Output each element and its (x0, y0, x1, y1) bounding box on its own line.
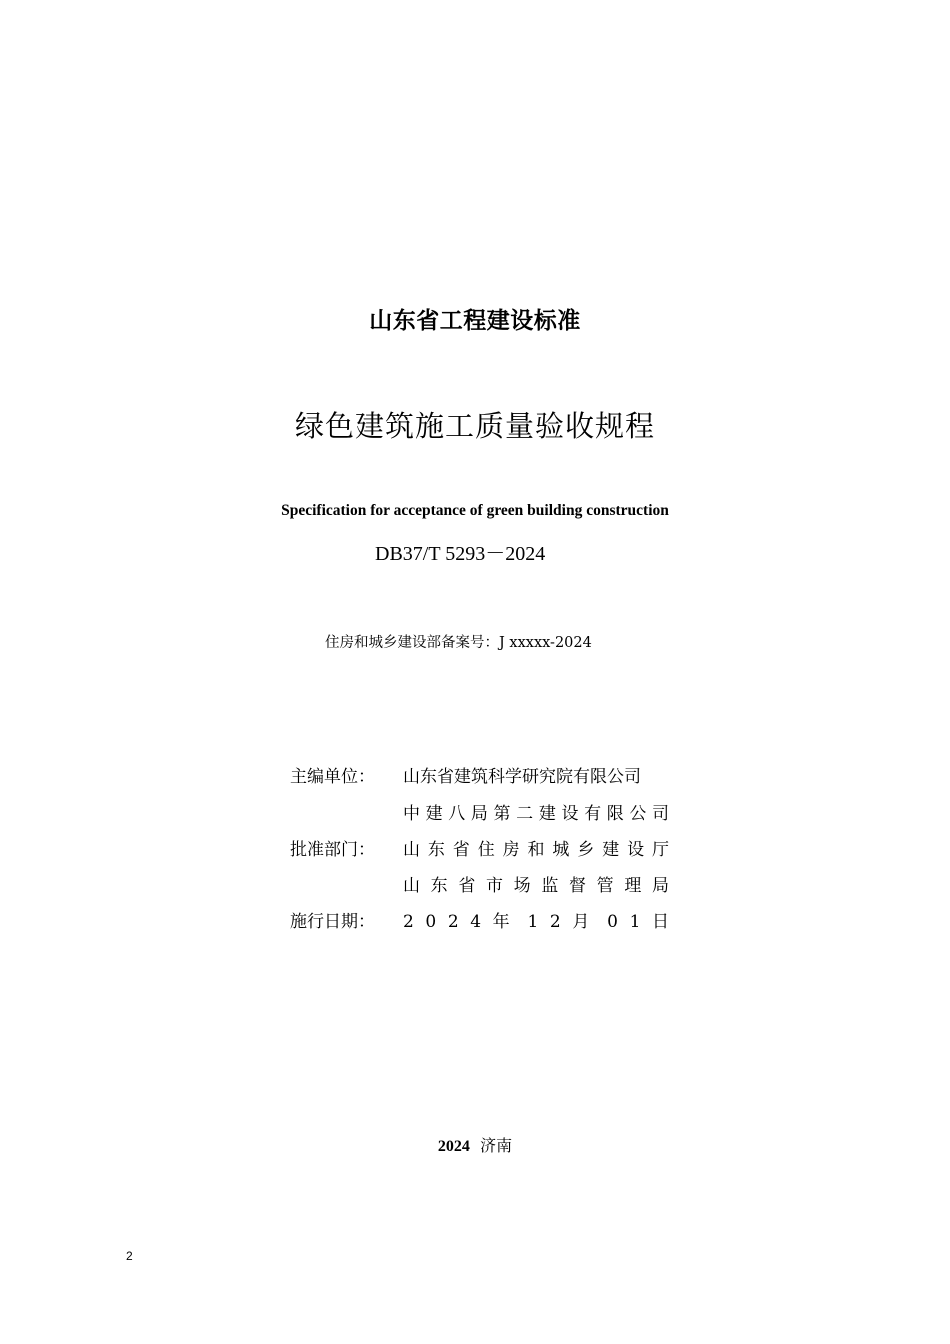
effective-date-row (290, 907, 690, 931)
approver-dept-1: 山东省住房和城乡建设厅 (403, 840, 669, 860)
approver-label: 批准部门： (290, 840, 375, 860)
effective-date-value: 2 0 2 4 年 1 2 月 0 1 日 (403, 912, 669, 932)
publication-year: 2024 (437, 1138, 470, 1155)
effective-date-label: 施行日期： (290, 912, 375, 932)
record-number: 住房和城乡建设部备案号：J xxxxx-2024 (325, 635, 592, 651)
editor-row-1 (290, 762, 690, 786)
editor-row-2 (290, 799, 690, 823)
document-title-zh: 绿色建筑施工质量验收规程 (294, 409, 655, 443)
editor-unit-1: 山东省建筑科学研究院有限公司 (403, 767, 641, 787)
approver-dept-2: 山东省市场监督管理局 (403, 876, 669, 896)
standard-number: DB37/T 5293－2024 (375, 543, 546, 565)
publication-footer (0, 1133, 950, 1156)
publication-place: 济南 (480, 1136, 513, 1155)
approver-row-1 (290, 835, 690, 859)
editor-unit-2: 中建八局第二建设有限公司 (403, 804, 669, 824)
approver-row-2 (290, 871, 690, 895)
document-title-en: Specification for acceptance of green building construction (281, 502, 669, 519)
editor-label: 主编单位： (290, 767, 375, 787)
page-number: 2 (126, 1249, 133, 1263)
standard-series-title: 山东省工程建设标准 (369, 308, 581, 334)
